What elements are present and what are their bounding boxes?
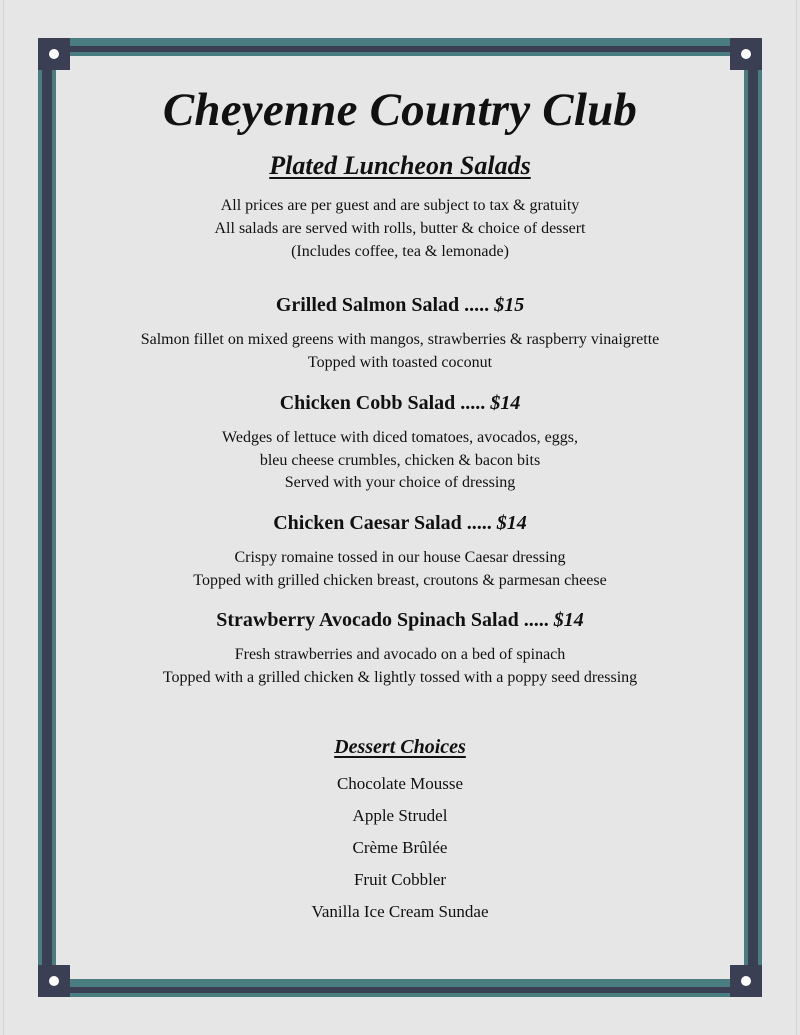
- menu-item-description-line: bleu cheese crumbles, chicken & bacon bits: [259, 451, 541, 469]
- menu-item: [80, 391, 720, 495]
- border-bar-bottom: [52, 979, 748, 997]
- menu-item-name: [80, 293, 720, 318]
- menu-content: [80, 86, 720, 920]
- dessert-item: Chocolate Mousse: [336, 773, 464, 793]
- menu-item: [80, 293, 720, 374]
- border-bar-top: [52, 38, 748, 56]
- dessert-item: Crème Brûlée: [352, 837, 448, 857]
- menu-item-price: $14: [496, 511, 527, 534]
- menu-item-title: Strawberry Avocado Spinach Salad .....: [216, 609, 549, 632]
- menu-item: [80, 511, 720, 592]
- menu-item-description-line: Topped with grilled chicken breast, croutons & parmesan cheese: [193, 571, 607, 589]
- menu-item-description-line: Crispy romaine tossed in our house Caesar dressing: [234, 548, 566, 566]
- dessert-section: [80, 736, 720, 920]
- menu-item-description-line: Topped with a grilled chicken & lightly tossed with a poppy seed dressing: [162, 669, 638, 687]
- intro-line: All prices are per guest and are subject to tax & gratuity: [220, 197, 580, 215]
- club-title: Cheyenne Country Club: [162, 84, 638, 136]
- menu-item: [80, 608, 720, 689]
- menu-item-name: [80, 511, 720, 536]
- dessert-item: Fruit Cobbler: [353, 869, 447, 889]
- intro-line: (Includes coffee, tea & lemonade): [291, 242, 509, 260]
- menu-item-description-line: Fresh strawberries and avocado on a bed of spinach: [234, 646, 566, 664]
- menu-item-price: $14: [553, 609, 584, 632]
- menu-section-heading: Plated Luncheon Salads: [269, 151, 531, 181]
- menu-item-name: [80, 391, 720, 416]
- page-edge-left: [3, 0, 4, 1035]
- page-edge-right: [796, 0, 797, 1035]
- menu-item-title: Chicken Caesar Salad .....: [273, 511, 492, 534]
- menu-item-title: Grilled Salmon Salad .....: [275, 294, 490, 317]
- border-bar-left: [38, 52, 56, 983]
- menu-item-name: [80, 608, 720, 633]
- dessert-item: Apple Strudel: [352, 805, 448, 825]
- intro-line: All salads are served with rolls, butter & choice of dessert: [214, 219, 586, 237]
- corner-ornament-top-left: [38, 38, 70, 70]
- menu-item-title: Chicken Cobb Salad .....: [279, 391, 486, 414]
- menu-item-description-line: Served with your choice of dressing: [284, 474, 516, 492]
- salad-list: [80, 293, 720, 689]
- border-bar-right: [744, 52, 762, 983]
- corner-ornament-bottom-right: [730, 965, 762, 997]
- menu-item-description-line: Salmon fillet on mixed greens with mangos, strawberries & raspberry vinaigrette: [140, 331, 660, 349]
- corner-ornament-bottom-left: [38, 965, 70, 997]
- menu-item-price: $15: [494, 294, 525, 317]
- corner-ornament-top-right: [730, 38, 762, 70]
- menu-item-price: $14: [490, 391, 521, 414]
- dessert-item: Vanilla Ice Cream Sundae: [311, 901, 489, 921]
- intro-note: [80, 195, 720, 263]
- menu-item-description-line: Wedges of lettuce with diced tomatoes, avocados, eggs,: [222, 428, 578, 446]
- dessert-section-heading: Dessert Choices: [334, 735, 466, 758]
- menu-item-description-line: Topped with toasted coconut: [307, 354, 493, 372]
